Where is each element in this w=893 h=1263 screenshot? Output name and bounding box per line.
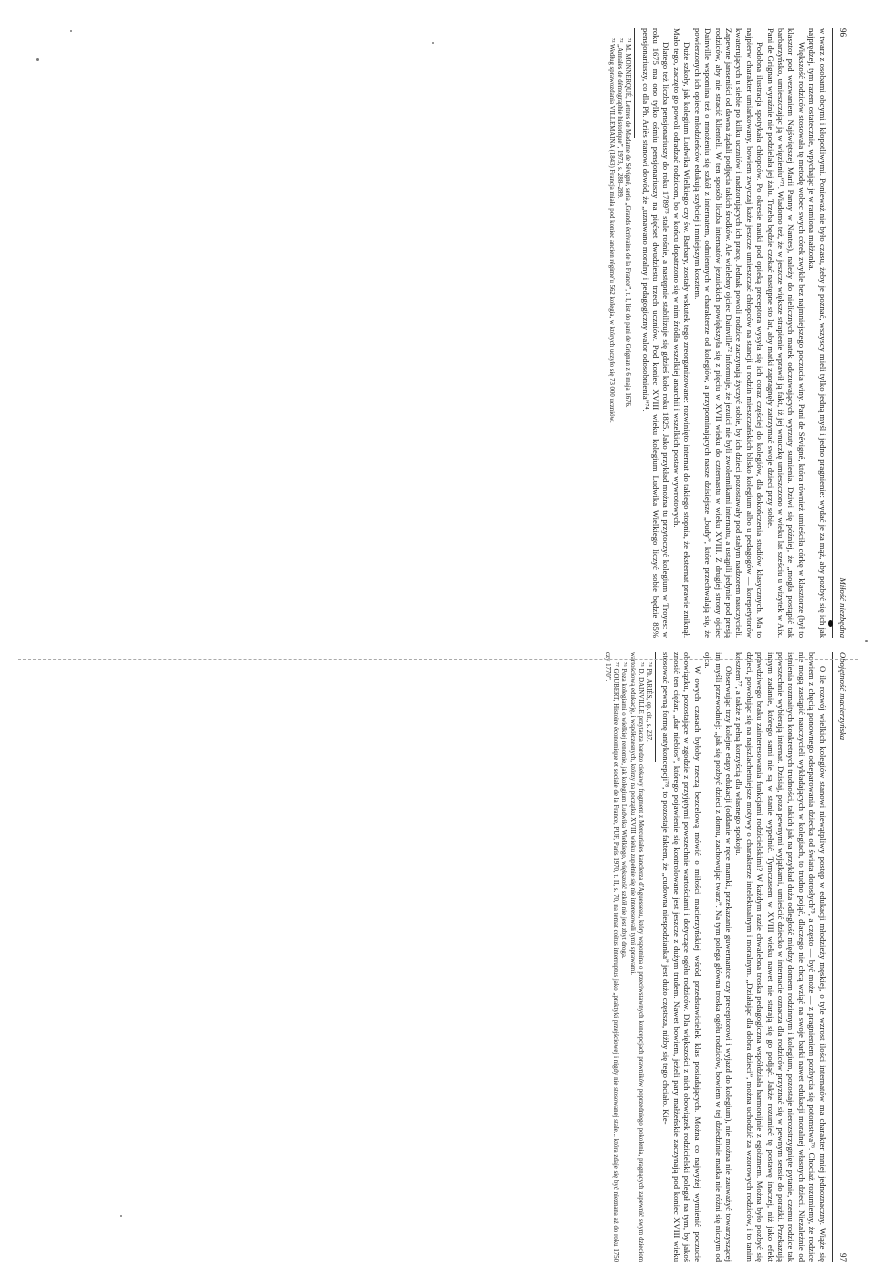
footnote-75: ⁷⁵ D. DAINVILLE przytacza bardzo ciekawy fragment z Mercuriales kanclerza d'Aguesseau, który wspomina o przeciwstawnych koncepcjach prawników poprzedniego pokolenia, pragnących zapewnić swym dzieciom wartościową edukację, i współczesnych, którzy na początku XVIII wieku zupełnie się nie interesowali tymi sprawami. — [628, 652, 644, 1262]
left-paragraph-4: Duże szkoły, jak kolegium Ludwika Wielkiego czy św. Barbary, zostały wskutek tego zreorganizowane: rozwinięto internat do takiego stopnia, że eksternat prawie zniknął. Mało tego, zaczęto go powoli odradzać rodzicom, bo w końcu dopatrzono się w nim źródła wszelkiej anarchii i wszelkich postaw wywrotowych. — [671, 28, 693, 638]
scan-ink-blot — [828, 620, 833, 627]
footnote-76: ⁷⁶ Poza kolegiami o wielkiej renomie, jak kolegium Ludwika Wielkiego, większość szkół nie jest zbyt droga. — [620, 662, 628, 959]
right-page-97 — [488, 652, 848, 1262]
left-running-head — [838, 28, 848, 638]
left-paragraph-3: Podobna ilustracja spotykała chłopców. Po okresie nauki pod opieką preceptora wysyła się ich coraz częściej do kolegiów, dla dokończenia studiów klasycznych. Ma to najpierw charakter umiarkowany, bowiem zwyczaj każe jeszcze umieszczać chłopców na stancji u rodzin mieszczańskich blisko kolegium albo u pedagogów — korepetytorów kwaterujących u siebie po kilku uczniów i nadzorujących ich pracę. Jednak powoli rodzice zaczynają życzyć sobie, by ich dzieci pozostawały pod stałym nadzorem nauczycieli. Zapewne janseniści od dawna żądali podjęcia takich środków. Ale wielebny ojciec Dainville⁷² informuje, że jezuici nie byli zwolennikami internatu, a ustąpili jedynie pod presją rodziców, aby nie stracić klienteli. W ten sposób liczba internatów jezuickich powiększyła się z pięciu w XVII wieku do czternastu w wieku XVIII. Z drugiej strony ojciec Dainville wspomina też o mnożeniu się szkół z internatem, odmiennych w charakterze od kolegiów, a przypominających nasze dzisiejsze „budy”, które przechwalają się, że powierzonych ich opiece młodzieńców edukują szybciej i mniejszym kosztem. — [692, 28, 766, 638]
footnote-71: ⁷¹ M. MONNERQUÉ, Lettres de Madame de Sévigné, seria „Grands écrivains de la France”, t. I, list do pani de Grignan z 6 maja 1676. — [624, 38, 632, 408]
left-paragraph-2: Większość rodziców stosowała tę metodę wobec swych córek zwykle bez najmniejszego poczucia winy. Pani de Sévigné, która również umieściła córkę w klasztorze (był to klasztor pod wezwaniem Najświętszej Marii Panny w Nantes), należy do nielicznych matek odczuwających wyrzuty sumienia. Dziwi się później, że „mogła postąpić tak barbarzyńsko, umieszczając ją w więzieniu”⁷¹. Wiadomo też, że w jeszcze większe strapienie wprawił ją fakt, iż jej wnuczkę umieszczono w wieku lat sześciu u wizytek w Aix. Pani de Grignan wyraźnie nie podzielała jej żalu. Trzeba będzie czekać następne sto lat, aby matki zapragnęły zatrzymać swoje dzieci przy sobie. — [765, 28, 807, 638]
scan-speck — [865, 640, 868, 642]
right-paragraph-1: O ile rozwój wielkich kolegiów stanowi niewątpliwy postęp w edukacji młodzieży męskiej, o tyle wzrost ilości internatów ma charakter mniej jednoznaczny. Wiąże się bowiem z chęcią ponownego odseparowania dziecka od świata dorosłych⁷⁵, a często — być może — z pragnieniem pozbycia się potomstwa⁷⁶. Chociaż rozumiemy, że rodzice nie mogą zastąpić nauczycieli wykładających w kolegiach, to trudno pojąć, dlaczego nie chcą wziąć na swoje barki nawet edukacji moralnej własnych dzieci. Niezależnie od istnienia rozmaitych konkretnych trudności, takich jak na przykład duża odległość między domem rodzinnym i kolegium, pozostaje nierozstrzygnięte pytanie, czemu rodzice tak powszechnie wybierają internat. Dzisiaj, poza pewnymi wyjątkami, umieścić dziecko w internacie oznacza dla rodziców przyznać się w pewnym sensie do porażki. Przekazują innym zadanie, którego sami nie są w stanie wypełnić. Tymczasem w XVIII wieku nawet nie starają się go podjąć. Jakże rozumieć tę postawę inaczej, niż jako efekt prawdziwego braku zainteresowania funkcjami rodzicielskimi? W każdym razie chwalebna troska pedagogiczna współdziała harmonijnie z egoizmem. Można było pozbyć się dzieci, powołując się na najszlachetniejsze motywy o charakterze intelektualnym i moralnym. „Działając dla dobra dzieci”, można uchodzić za wzorowych rodziców, i to tanim kosztem⁷⁷, a także z pełną korzyścią dla własnego spokoju. — [734, 652, 828, 1262]
right-footnotes — [603, 652, 652, 1262]
right-head-rule — [832, 652, 833, 1262]
right-body-text — [661, 652, 828, 1262]
scan-gutter-line — [18, 659, 858, 660]
right-paragraph-2: Obserwując trzy kolejne etapy edukacji (oddanie w ręce mamki, przekazanie guwernantce czy preceptorowi i wyjazd do kolegium), nie można nie zauważyć towarzyszącej im myśli przewodniej: „jak się pozbyć dzieci z domu, zachowując twarz”. Na tym polega główna troska ogółu rodziców, bowiem w tej dziedzinie matka nie różni się niczym od ojca. — [703, 652, 734, 1262]
scan-speck — [36, 58, 39, 61]
right-page-number: 97 — [838, 1253, 848, 1262]
left-footnotes — [607, 28, 632, 638]
scan-speck — [120, 1215, 122, 1217]
left-page-number: 96 — [838, 28, 848, 37]
scan-speck — [70, 30, 72, 32]
footnote-77: ⁷⁷ GOUBERT, Histoire économique et sociale de la France, PUF, Paris 1970, t. II, s. 70, na temat coitus interruptus jako „praktyki przejściowej i nigdy nie stosowanej stale... która zdaje się być nieznana aż do roku 1750 czy 1770”. — [604, 652, 620, 1262]
left-paragraph-5: Dlatego też liczba pensjonariuszy do roku 1789⁷³ stale rośnie, a następnie stabilizuje się gdzieś koło roku 1825. Jako przykład można tu przytoczyć kolegium w Troyes: w roku 1675 ma ono tylko ośmiu pensjonariuszy na pięćset dwudziestu trzech uczniów. Pod koniec XVIII wieku kolegium Ludwika Wielkiego liczyć sobie będzie 85% pensjonariuszy, co dla Ph. Ariès stanowi dowód, że „uznawano moralny i pedagogiczny walor odosobnienia”⁷⁴. — [640, 28, 672, 638]
right-running-title: Obojętność macierzyńska — [838, 652, 848, 741]
scan-speck — [432, 42, 434, 44]
left-running-title: Miłość niezbędna — [838, 577, 848, 638]
footnote-73: ⁷³ Według sprawozdania VILLEMAINA (1843) Francja miała pod koniec ancien régime'u 562 kolegia, w których uczyło się 73 000 uczniów. — [607, 38, 615, 423]
right-paragraph-3: W owych czasach byłoby rzeczą bezcelową mówić o miłości macierzyńskiej wśród przedstawicielek klas posiadających. Można co najwyżej wymienić poczucie obowiązku, pozostające w zgodzie z przyjętymi powszechnie wartościami i dotyczące ogółu rodziców. Dla większości z nich obowiązek rodzicielski polegał na tym, by jakoś znosić ten ciężar, „dar niebios”, którego pojawienie się kontrolowane jest jeszcze z dużym trudem. Nawet bowiem, jeżeli pary małżeńskie zaczynają pod koniec XVIII wieku stosować pewną formę antykoncepcji⁷⁸, to pozostaje faktem, że „cudowna niespodzianka” jest dużo częstsza, niżby się tego chciało. Kie- — [661, 652, 703, 1262]
left-footnote-rule — [634, 28, 635, 138]
left-page-96 — [488, 28, 848, 638]
left-head-rule — [832, 28, 833, 638]
footnote-74: ⁷⁴ Ph. ARIÈS, op. cit., s. 237. — [645, 662, 653, 742]
footnote-72: ⁷² „Annales de démographie historique”, 1973, s. 288–289. — [616, 38, 624, 199]
left-paragraph-1: w twarz z osobami obcymi i kłopotliwymi. Ponieważ nie było czasu, żeby je poznać, wszyscy mieli tylko jedną myśl i jedno pragnienie: wydać je za mąż, aby pozbyć się ich jak najprędzej, tym razem ostatecznie, wpychając je w ramiona małżonka. — [807, 28, 828, 638]
right-running-head — [838, 652, 848, 1262]
left-body-text — [640, 28, 827, 638]
right-footnote-rule — [655, 652, 656, 762]
